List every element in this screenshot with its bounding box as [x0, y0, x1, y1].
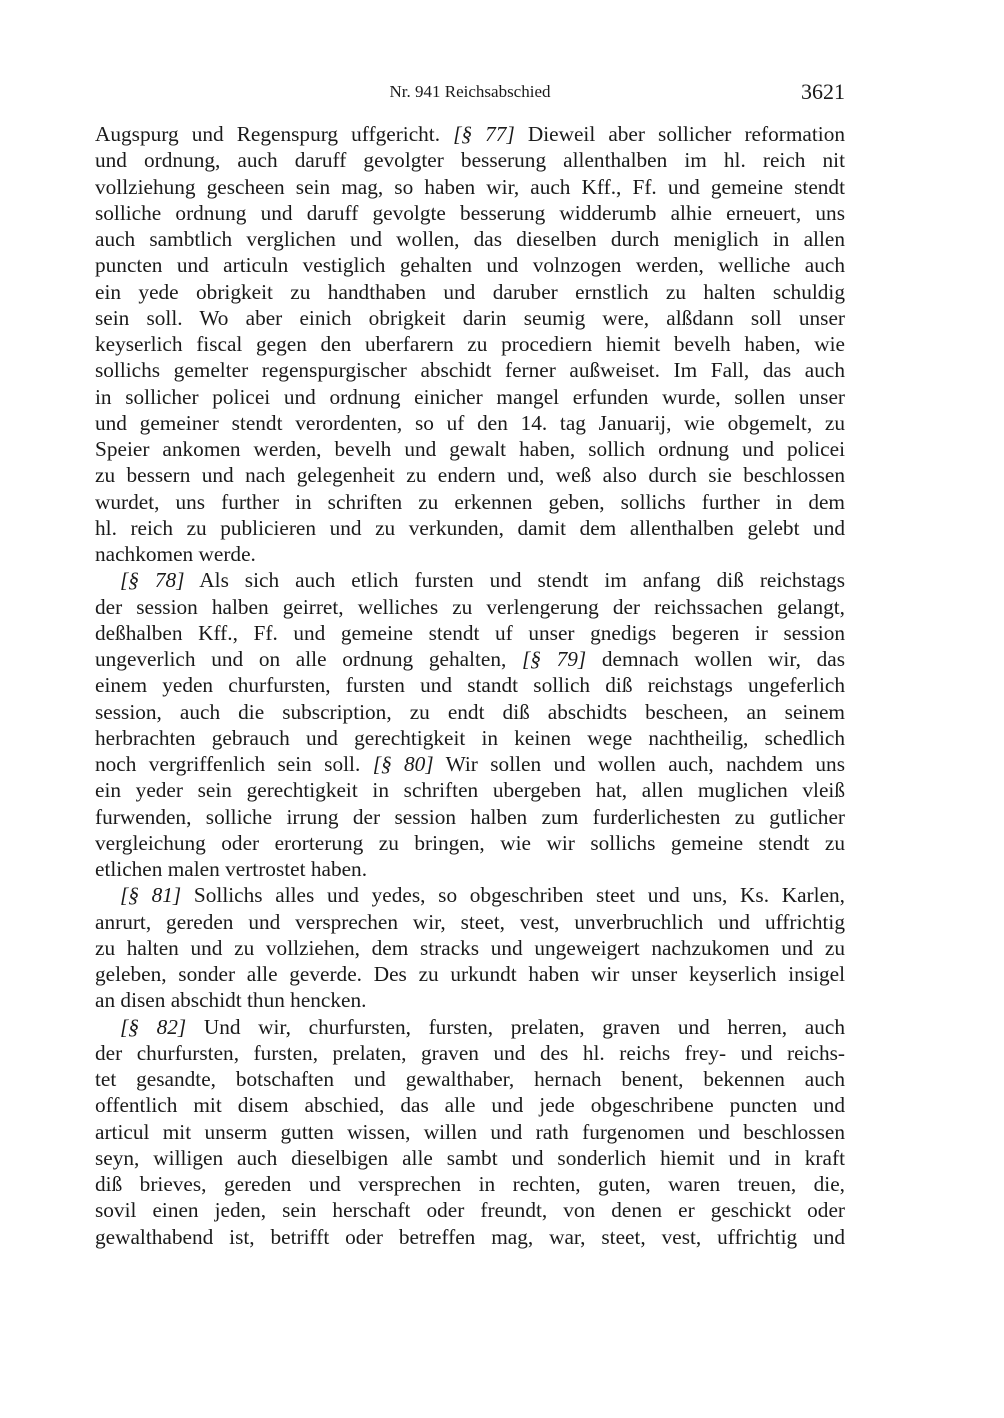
text-segment: an disen abschidt thun hencken. [95, 988, 367, 1013]
text-segment: tet gesandte, botschaften und gewalthaber, hernach benent, bekennen auch [95, 1067, 845, 1091]
text-segment: hl. reich zu publicieren und zu verkunden, damit dem allenthalben gelebt und [95, 515, 845, 540]
text-line [95, 987, 845, 1013]
text-line [95, 489, 845, 515]
text-line [95, 620, 845, 646]
text-segment: diß brieves, gereden und versprechen in rechten, guten, waren treuen, die, [95, 1172, 845, 1196]
text-line [95, 357, 845, 383]
text-line [95, 410, 845, 436]
text-line [95, 725, 845, 751]
text-segment: geleben, sonder alle geverde. Des zu urkundt haben wir unser keyserlich insigel [95, 962, 845, 986]
text-line [95, 804, 845, 830]
text-line [95, 672, 845, 698]
text-segment: gewalthabend ist, betrifft oder betreffen mag, war, steet, vest, uffrichtig und [95, 1224, 845, 1249]
paragraph [95, 121, 845, 567]
text-line [95, 1171, 845, 1197]
text-segment: solliche ordnung und daruff gevolgte besserung widderumb alhie erneuert, uns [95, 200, 845, 225]
text-line [95, 121, 845, 147]
text-segment: furwenden, solliche irrung der session halben zum furderlichesten zu gutlicher [95, 804, 845, 829]
text-segment: etlichen malen vertrostet haben. [95, 857, 368, 881]
text-line [95, 646, 845, 672]
text-segment: zu halten und zu vollziehen, dem stracks und ungeweigert nachzukomen und zu [95, 935, 845, 960]
text-segment: herbrachten gebrauch und gerechtigkeit in keinen wege nachtheilig, schedlich [95, 725, 845, 750]
text-line [95, 305, 845, 331]
text-segment: Augspurg und Regenspurg uffgericht. [95, 122, 454, 146]
text-segment: articul mit unserm gutten wissen, willen und rath furgenomen und beschlossen [95, 1119, 845, 1144]
text-segment: ein yeder sein gerechtigkeit in schriften ubergeben hat, allen muglichen vleiß [95, 778, 845, 803]
text-line [95, 174, 845, 200]
text-line [95, 594, 845, 620]
section-reference: [§ 80] [372, 752, 434, 776]
text-segment: noch vergriffenlich sein soll. [95, 752, 373, 776]
text-segment: nachkomen werde. [95, 542, 256, 566]
text-line [95, 935, 845, 961]
text-segment: ungeverlich und on alle ordnung gehalten, [95, 647, 522, 671]
text-line [95, 1040, 845, 1066]
text-segment: seyn, willigen auch dieselbigen alle sambt und sonderlich hiemit und in kraft [95, 1145, 845, 1170]
text-line [95, 541, 845, 567]
text-line [95, 1197, 845, 1223]
text-line [95, 515, 845, 541]
text-line [95, 226, 845, 252]
body-text [95, 121, 845, 1250]
text-segment: zu bessern und nach gelegenheit zu endern und, weß also durch sie beschlossen [95, 463, 845, 488]
text-segment: Sollichs alles und yedes, so obgeschriben steet und uns, Ks. Karlen, [181, 883, 845, 908]
text-line [95, 567, 845, 593]
section-reference: [§ 82] [120, 1014, 187, 1039]
text-line [95, 1224, 845, 1250]
text-segment: ein yede obrigkeit zu handthaben und daruber ernstlich zu halten schuldig [95, 279, 845, 304]
text-segment: Dieweil aber sollicher reformation [514, 122, 845, 146]
text-segment: Und wir, churfursten, fursten, prelaten, graven und herren, auch [186, 1014, 845, 1039]
paragraph [95, 1014, 845, 1250]
text-line [95, 830, 845, 856]
text-line [95, 147, 845, 173]
paragraph [95, 882, 845, 1013]
text-line [95, 384, 845, 410]
text-line [95, 699, 845, 725]
text-segment: sovil einen jeden, sein herschaft oder freundt, von denen er geschickt oder [95, 1198, 845, 1223]
text-segment: wurdet, uns further in schriften zu erkennen geben, sollichs further in dem [95, 489, 845, 514]
text-segment: puncten und articuln vestiglich gehalten und volnzogen werden, welliche auch [95, 253, 845, 278]
text-segment: sein soll. Wo aber einich obrigkeit darin seumig were, alßdann soll unser [95, 305, 845, 330]
text-line [95, 1014, 845, 1040]
text-line [95, 882, 845, 908]
text-segment: Speier ankomen werden, bevelh und gewalt haben, sollich ordnung und policei [95, 437, 845, 461]
text-line [95, 462, 845, 488]
text-line [95, 751, 845, 777]
text-segment: sollichs gemelter regenspurgischer abschidt ferner außweiset. Im Fall, das auch [95, 358, 845, 383]
section-reference: [§ 78] [120, 568, 185, 593]
text-segment: vergleichung oder erorterung zu bringen, wie wir sollichs gemeine stendt zu [95, 830, 845, 855]
text-segment: Als sich auch etlich fursten und stendt im anfang diß reichstags [184, 568, 845, 593]
section-reference: [§ 77] [453, 122, 515, 146]
section-reference: [§ 79] [522, 647, 587, 671]
text-segment: vollziehung gescheen sein mag, so haben wir, auch Kff., Ff. und gemeine stendt [95, 174, 845, 199]
text-line [95, 856, 845, 882]
text-segment: session, auch die subscription, zu endt diß abschidts bescheen, an seinem [95, 699, 845, 724]
text-line [95, 1145, 845, 1171]
text-segment: demnach wollen wir, das [586, 647, 845, 671]
text-line [95, 436, 845, 462]
text-line [95, 252, 845, 278]
text-segment: anrurt, gereden und versprechen wir, steet, vest, unverbruchlich und uffrichtig [95, 909, 845, 934]
text-segment: der session halben geirret, welliches zu verlengerung der reichssachen gelangt, [95, 594, 845, 619]
text-line [95, 279, 845, 305]
text-segment: und gemeiner stendt verordenten, so uf den 14. tag Januarij, wie obgemelt, zu [95, 410, 845, 435]
text-line [95, 961, 845, 987]
text-segment: auch sambtlich verglichen und wollen, das dieselben durch meniglich in allen [95, 227, 845, 251]
text-segment: einem yeden churfursten, fursten und standt sollich diß reichstags ungeferlich [95, 673, 845, 698]
text-line [95, 777, 845, 803]
text-segment: keyserlich fiscal gegen den uberfarern zu procediern hiemit bevelh haben, wie [95, 332, 845, 356]
text-segment: deßhalben Kff., Ff. und gemeine stendt uf unser gnedigs begeren ir session [95, 620, 845, 645]
text-line [95, 909, 845, 935]
text-line [95, 1092, 845, 1118]
text-segment: offentlich mit disem abschied, das alle und jede obgeschribene puncten und [95, 1093, 845, 1118]
text-segment: in sollicher policei und ordnung einicher mangel erfunden wurde, sollen unser [95, 384, 845, 409]
text-segment: Wir sollen und wollen auch, nachdem uns [433, 752, 845, 776]
paragraph [95, 567, 845, 882]
running-head: Nr. 941 Reichsabschied [389, 82, 551, 101]
section-reference: [§ 81] [120, 883, 182, 908]
text-line [95, 331, 845, 357]
text-line [95, 200, 845, 226]
text-segment: der churfursten, fursten, prelaten, graven und des hl. reichs frey- und reichs- [95, 1040, 845, 1065]
text-line [95, 1066, 845, 1092]
text-line [95, 1119, 845, 1145]
text-segment: und ordnung, auch daruff gevolgter besserung allenthalben im hl. reich nit [95, 148, 845, 173]
page-number: 3621 [801, 79, 845, 104]
